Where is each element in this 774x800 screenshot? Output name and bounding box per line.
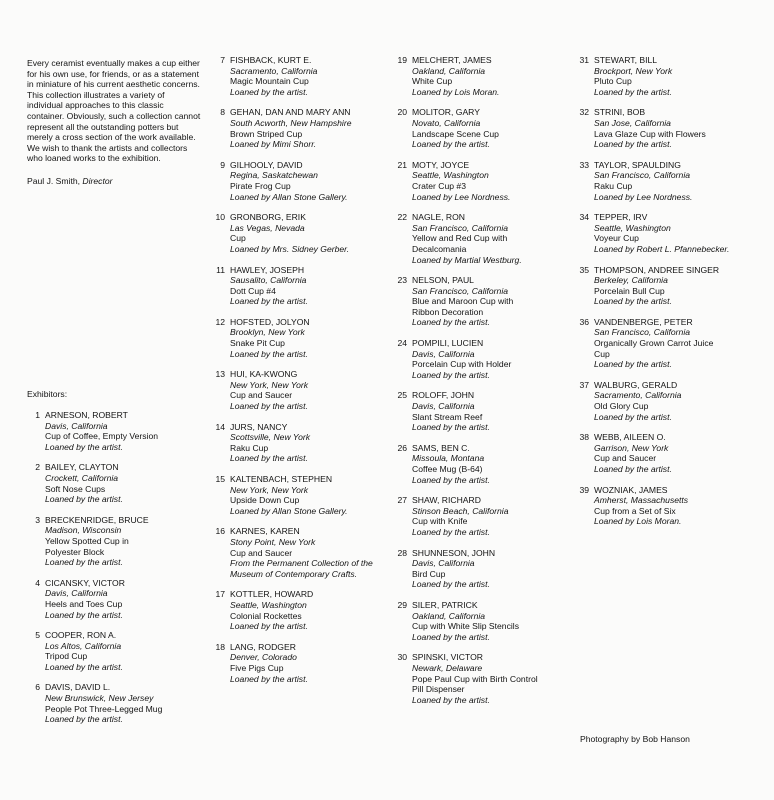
artist-name: WEBB, AILEEN O.: [594, 432, 666, 443]
artist-location: Oakland, California: [412, 65, 486, 76]
artist-name: HOFSTED, JOLYON: [230, 316, 310, 327]
exhibitor-entry: [212, 369, 397, 411]
entry-number: 4: [35, 577, 40, 588]
artist-location: Sacramento, California: [594, 390, 682, 401]
artist-location: Missoula, Montana: [412, 453, 485, 464]
artist-location: Oakland, California: [412, 610, 486, 621]
work-title: Cup and Saucer: [230, 547, 293, 558]
loan-credit: Loaned by Lee Nordness.: [594, 191, 693, 202]
artist-name: KARNES, KAREN: [230, 526, 300, 537]
loan-credit: Loaned by the artist.: [45, 557, 123, 568]
entry-number: 1: [35, 410, 40, 420]
work-title: Colonial Rockettes: [230, 610, 302, 621]
work-title: Cup and Saucer: [230, 390, 293, 401]
exhibitor-entry: [394, 55, 579, 97]
entry-number: 3: [35, 514, 40, 525]
entry-number: 25: [397, 390, 407, 401]
loan-credit: Loaned by the artist.: [45, 714, 123, 725]
artist-location: San Francisco, California: [412, 222, 509, 233]
work-title: Tripod Cup: [45, 651, 88, 662]
loan-credit: Loaned by the artist.: [230, 621, 308, 632]
artist-location: Sacramento, California: [230, 65, 318, 76]
loan-credit: Loaned by the artist.: [45, 661, 123, 672]
work-title: Bird Cup: [412, 568, 446, 579]
artist-name: NELSON, PAUL: [412, 275, 474, 286]
signature-title: Director: [82, 175, 113, 186]
artist-location: Davis, California: [45, 588, 108, 599]
artist-name: POMPILI, LUCIEN: [412, 338, 484, 349]
work-title: Porcelain Cup with Holder: [412, 359, 512, 370]
work-title: Cup of Coffee, Empty Version: [45, 431, 159, 442]
work-title: Blue and Maroon Cup with: [412, 296, 514, 307]
artist-location: Los Altos, California: [45, 640, 122, 651]
artist-name: GRONBORG, ERIK: [230, 212, 306, 223]
artist-location: Seattle, Washington: [412, 170, 489, 181]
artist-name: ARNESON, ROBERT: [45, 410, 128, 420]
exhibitors-heading: Exhibitors:: [27, 389, 68, 399]
loan-credit: Loaned by the artist.: [45, 609, 123, 620]
artist-name: FISHBACK, KURT E.: [230, 55, 312, 65]
loan-credit: Loaned by the artist.: [412, 422, 490, 433]
entry-number: 30: [397, 652, 407, 663]
work-title: Slant Stream Reef: [412, 411, 483, 422]
artist-name: COOPER, RON A.: [45, 630, 117, 641]
work-title: Crater Cup #3: [412, 180, 466, 191]
artist-location: Davis, California: [412, 558, 475, 569]
artist-name: SILER, PATRICK: [412, 599, 478, 610]
work-title: White Cup: [412, 76, 453, 87]
exhibitor-entry: [394, 548, 579, 590]
work-title: Brown Striped Cup: [230, 128, 303, 139]
entry-number: 37: [579, 379, 589, 390]
loan-credit: Loaned by the artist.: [45, 441, 123, 452]
artist-location: San Francisco, California: [412, 285, 509, 296]
loan-credit: Loaned by the artist.: [412, 694, 490, 705]
work-title: Snake Pit Cup: [230, 338, 285, 349]
loan-credit: Loaned by the artist.: [230, 401, 308, 412]
artist-name: WALBURG, GERALD: [594, 379, 678, 390]
loan-credit: Loaned by Robert L. Pfannebecker.: [594, 243, 730, 254]
artist-location: Stinson Beach, California: [412, 505, 509, 516]
loan-credit: Loaned by Lee Nordness.: [412, 191, 511, 202]
artist-name: HUI, KA-KWONG: [230, 369, 298, 380]
exhibitor-entry: [576, 380, 766, 422]
entry-number: 16: [215, 526, 225, 537]
artist-location: San Francisco, California: [594, 327, 691, 338]
loan-credit: Loaned by Allan Stone Gallery.: [230, 505, 348, 516]
exhibitor-entry: [576, 265, 766, 307]
exhibitor-entry: [212, 55, 397, 97]
loan-credit: Loaned by Mrs. Sidney Gerber.: [230, 243, 350, 254]
work-title: Upside Down Cup: [230, 495, 300, 506]
artist-location: Scottsville, New York: [230, 432, 311, 443]
loan-credit: Loaned by the artist.: [230, 348, 308, 359]
work-title: Dott Cup #4: [230, 285, 276, 296]
loan-credit: Loaned by the artist.: [412, 579, 490, 590]
artist-name: LANG, RODGER: [230, 641, 296, 652]
work-title: Cup with Knife: [412, 516, 468, 527]
entry-number: 19: [397, 55, 407, 65]
entry-number: 2: [35, 462, 40, 473]
exhibitor-entry: [394, 390, 579, 432]
exhibitor-entry: [576, 107, 766, 149]
entry-number: 33: [579, 159, 589, 170]
artist-location: Davis, California: [412, 401, 475, 412]
work-title: Yellow Spotted Cup in: [45, 535, 129, 546]
exhibitor-entry: [394, 652, 579, 705]
entry-number: 36: [579, 316, 589, 327]
exhibitor-entry: [394, 212, 579, 265]
loan-credit: Loaned by the artist.: [412, 474, 490, 485]
entry-number: 24: [397, 338, 407, 349]
loan-credit: From the Permanent Collection of the Museum of Contemporary Crafts.: [230, 558, 373, 579]
artist-location: Novato, California: [412, 117, 481, 128]
exhibitor-entry: [212, 526, 397, 579]
artist-name: KOTTLER, HOWARD: [230, 589, 314, 600]
artist-location: Madison, Wisconsin: [45, 525, 122, 536]
work-title: Cup and Saucer: [594, 453, 657, 464]
intro-block: [27, 58, 202, 187]
loan-credit: Loaned by the artist.: [230, 86, 308, 97]
exhibitor-entry: [212, 474, 397, 516]
artist-location: Seattle, Washington: [594, 222, 671, 233]
exhibitor-entry: [27, 578, 202, 620]
artist-name: BRECKENRIDGE, BRUCE: [45, 514, 149, 525]
artist-location: Brooklyn, New York: [230, 327, 305, 338]
work-title: Voyeur Cup: [594, 233, 639, 244]
artist-location: Brockport, New York: [594, 65, 673, 76]
loan-credit: Loaned by the artist.: [594, 464, 672, 474]
exhibitor-column-2: [212, 55, 397, 694]
loan-credit: Loaned by Martial Westburg.: [412, 254, 522, 265]
signature-name: Paul J. Smith,: [27, 175, 83, 186]
exhibitor-column-4: [576, 55, 766, 537]
entry-number: 14: [215, 421, 225, 432]
exhibitor-column-3: [394, 55, 579, 715]
entry-number: 22: [397, 212, 407, 223]
artist-name: SHUNNESON, JOHN: [412, 547, 496, 558]
entry-number: 39: [579, 484, 589, 495]
loan-credit: Loaned by the artist.: [230, 673, 308, 684]
loan-credit: Loaned by the artist.: [412, 526, 490, 537]
exhibitor-entry: [212, 212, 397, 254]
loan-credit: Loaned by Mimi Shorr.: [230, 139, 317, 150]
entry-number: 27: [397, 495, 407, 506]
loan-credit: Loaned by the artist.: [412, 139, 490, 150]
exhibitor-entry: [394, 338, 579, 380]
exhibitor-entry: [27, 682, 202, 724]
exhibitor-entry: [212, 422, 397, 464]
artist-name: JURS, NANCY: [230, 421, 288, 432]
entry-number: 13: [215, 369, 225, 380]
entry-number: 17: [215, 589, 225, 600]
work-title: Organically Grown Carrot Juice: [594, 338, 714, 349]
artist-name: STEWART, BILL: [594, 55, 658, 65]
artist-name: MOLITOR, GARY: [412, 107, 480, 118]
artist-name: DAVIS, DAVID L.: [45, 682, 111, 693]
entry-number: 9: [220, 159, 225, 170]
artist-name: MELCHERT, JAMES: [412, 55, 492, 65]
exhibitor-entry: [212, 160, 397, 202]
work-title: Landscape Scene Cup: [412, 128, 499, 139]
work-title: Heels and Toes Cup: [45, 598, 123, 609]
loan-credit: Loaned by the artist.: [412, 631, 490, 642]
artist-name: GEHAN, DAN AND MARY ANN: [230, 107, 351, 118]
work-title: Porcelain Bull Cup: [594, 285, 665, 296]
artist-location: Garrison, New York: [594, 442, 669, 453]
artist-name: SAMS, BEN C.: [412, 442, 470, 453]
exhibitor-entry: [212, 589, 397, 631]
loan-credit: Loaned by the artist.: [594, 411, 672, 422]
artist-name: NAGLE, RON: [412, 212, 466, 223]
exhibitor-entry: [27, 515, 202, 568]
entry-number: 11: [216, 264, 225, 275]
entry-number: 20: [397, 107, 407, 118]
entry-number: 6: [35, 682, 40, 693]
work-title: Coffee Mug (B-64): [412, 464, 483, 474]
entry-number: 12: [215, 316, 225, 327]
artist-name: SHAW, RICHARD: [412, 495, 481, 506]
loan-credit: Loaned by Allan Stone Gallery.: [230, 191, 348, 202]
entry-number: 10: [215, 212, 225, 223]
photo-credit: Photography by Bob Hanson: [580, 734, 690, 744]
exhibitor-entry: [27, 410, 202, 452]
artist-name: WOZNIAK, JAMES: [594, 484, 668, 495]
entry-number: 26: [397, 442, 407, 453]
exhibitor-column-1: [27, 410, 202, 735]
entry-number: 5: [35, 630, 40, 641]
artist-name: KALTENBACH, STEPHEN: [230, 474, 333, 484]
artist-location: Denver, Colorado: [230, 652, 297, 663]
entry-number: 38: [579, 432, 589, 443]
work-title: Yellow and Red Cup with: [412, 233, 508, 244]
work-title: People Pot Three-Legged Mug: [45, 703, 163, 714]
artist-name: BAILEY, CLAYTON: [45, 462, 119, 473]
artist-location: San Jose, California: [594, 117, 671, 128]
artist-name: SPINSKI, VICTOR: [412, 652, 483, 663]
loan-credit: Loaned by the artist.: [45, 494, 123, 505]
entry-number: 32: [579, 107, 589, 118]
work-title: Soft Nose Cups: [45, 483, 106, 494]
exhibitor-entry: [576, 55, 766, 97]
artist-location: Las Vegas, Nevada: [230, 222, 305, 233]
loan-credit: Loaned by the artist.: [230, 296, 308, 307]
exhibitor-entry: [576, 317, 766, 370]
work-title: Polyester Block: [45, 546, 105, 557]
artist-location: Davis, California: [412, 348, 475, 359]
work-title: Ribbon Decoration: [412, 306, 484, 317]
loan-credit: Loaned by Lois Moran.: [412, 86, 500, 97]
entry-number: 8: [220, 107, 225, 118]
entry-number: 21: [397, 159, 407, 170]
entry-number: 29: [397, 599, 407, 610]
artist-name: TEPPER, IRV: [594, 212, 648, 223]
work-title: Magic Mountain Cup: [230, 76, 309, 87]
exhibitor-entry: [212, 317, 397, 359]
artist-name: THOMPSON, ANDREE SINGER: [594, 264, 720, 275]
intro-paragraph: Every ceramist eventually makes a cup either for his own use, for friends, or as a statement in miniature of his current aesthetic concerns. This collection illustrates a variety of individual approaches to this classic container. Obviously, such a collection cannot represent all the outstanding potters but merely a cross section of the work available. We wish to thank the artists and collectors who loaned works to the exhibition.: [27, 58, 201, 164]
exhibitor-entry: [212, 265, 397, 307]
entry-number: 28: [397, 547, 407, 558]
entry-number: 7: [220, 55, 225, 65]
entry-number: 34: [579, 212, 589, 223]
exhibitor-entry: [394, 107, 579, 149]
artist-location: South Acworth, New Hampshire: [230, 117, 352, 128]
artist-name: VANDENBERGE, PETER: [594, 316, 693, 327]
work-title: Cup: [594, 348, 610, 359]
artist-name: HAWLEY, JOSEPH: [230, 264, 305, 275]
loan-credit: Loaned by Lois Moran.: [594, 516, 682, 527]
artist-location: Seattle, Washington: [230, 599, 307, 610]
artist-location: New Brunswick, New Jersey: [45, 693, 154, 704]
loan-credit: Loaned by the artist.: [412, 369, 490, 380]
artist-location: Davis, California: [45, 420, 108, 431]
work-title: Lava Glaze Cup with Flowers: [594, 128, 706, 139]
loan-credit: Loaned by the artist.: [594, 139, 672, 150]
exhibitor-entry: [212, 107, 397, 149]
artist-location: Sausalito, California: [230, 275, 307, 286]
entry-number: 23: [397, 275, 407, 286]
entry-number: 18: [215, 641, 225, 652]
artist-name: ROLOFF, JOHN: [412, 390, 475, 401]
exhibitor-entry: [27, 630, 202, 672]
artist-name: GILHOOLY, DAVID: [230, 159, 303, 170]
exhibitor-entry: [576, 160, 766, 202]
artist-name: MOTY, JOYCE: [412, 159, 470, 170]
loan-credit: Loaned by the artist.: [412, 317, 490, 328]
artist-location: Regina, Saskatchewan: [230, 170, 318, 181]
loan-credit: Loaned by the artist.: [230, 453, 308, 464]
loan-credit: Loaned by the artist.: [594, 296, 672, 307]
loan-credit: Loaned by the artist.: [594, 86, 672, 97]
entry-number: 31: [579, 55, 589, 65]
work-title: Cup from a Set of Six: [594, 505, 676, 516]
exhibitor-entry: [576, 485, 766, 527]
work-title: Old Glory Cup: [594, 401, 649, 412]
artist-location: Newark, Delaware: [412, 662, 483, 673]
loan-credit: Loaned by the artist.: [594, 359, 672, 370]
work-title: Raku Cup: [594, 180, 633, 191]
work-title: Cup with White Slip Stencils: [412, 621, 519, 632]
exhibitor-entry: [212, 642, 397, 684]
artist-location: Crockett, California: [45, 472, 119, 483]
artist-name: TAYLOR, SPAULDING: [594, 159, 681, 170]
exhibitor-entry: [576, 432, 766, 474]
artist-location: New York, New York: [230, 379, 309, 390]
artist-name: STRINI, BOB: [594, 107, 646, 118]
work-title: Pill Dispenser: [412, 684, 465, 695]
exhibitor-entry: [394, 495, 579, 537]
entry-number: 35: [579, 264, 589, 275]
exhibitor-entry: [394, 443, 579, 485]
exhibitor-entry: [394, 160, 579, 202]
artist-location: Berkeley, California: [594, 275, 668, 286]
exhibitor-entry: [27, 462, 202, 504]
signature: [27, 176, 202, 187]
entry-number: 15: [215, 474, 225, 484]
work-title: Five Pigs Cup: [230, 662, 284, 673]
artist-location: San Francisco, California: [594, 170, 691, 181]
work-title: Pope Paul Cup with Birth Control: [412, 673, 538, 684]
artist-location: Amherst, Massachusetts: [594, 495, 689, 506]
artist-name: CICANSKY, VICTOR: [45, 577, 125, 588]
exhibitor-entry: [394, 275, 579, 328]
work-title: Decalcomania: [412, 243, 467, 254]
work-title: Raku Cup: [230, 442, 269, 453]
work-title: Cup: [230, 233, 246, 244]
work-title: Pirate Frog Cup: [230, 180, 291, 191]
exhibitor-entry: [394, 600, 579, 642]
exhibitor-entry: [576, 212, 766, 254]
work-title: Pluto Cup: [594, 76, 632, 87]
artist-location: Stony Point, New York: [230, 536, 316, 547]
artist-location: New York, New York: [230, 484, 309, 495]
